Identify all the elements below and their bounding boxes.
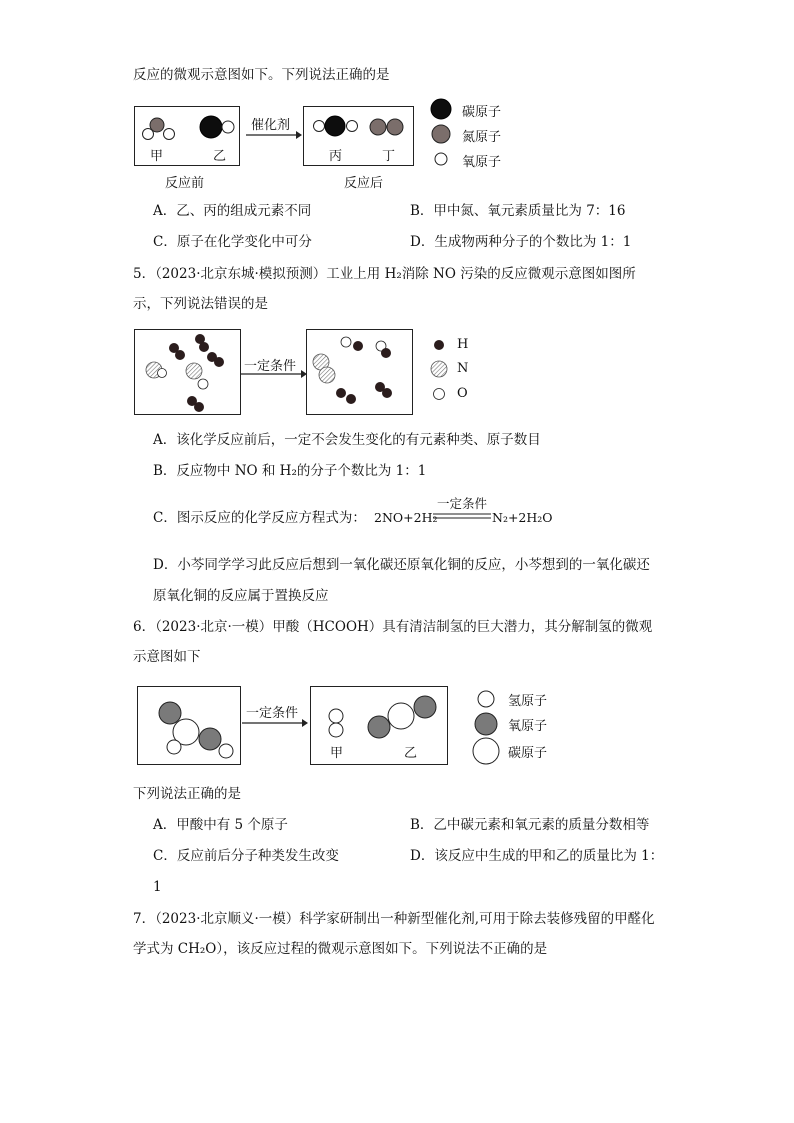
- q4-option-b: B．甲中氮、氧元素质量比为 7：16: [410, 203, 626, 219]
- q7-stem-line2: 学式为 CH₂O），该反应过程的微观示意图如下。下列说法不正确的是: [133, 941, 548, 957]
- q5-stem-line1: 5．（2023·北京东城·模拟预测）工业上用 H₂消除 NO 污染的反应微观示意图如图所: [133, 266, 636, 282]
- q5-equation-equals: [433, 512, 493, 520]
- q4-reaction-arrow: [246, 130, 302, 140]
- q5-legend-h: H: [457, 337, 469, 352]
- q6-label-yi: 乙: [404, 746, 418, 761]
- q5-reaction-arrow: [241, 369, 307, 379]
- q6-condition-label: 一定条件: [246, 706, 299, 721]
- q6-stem-line2: 示意图如下: [133, 649, 201, 665]
- q6-option-c: C．反应前后分子种类发生改变: [153, 848, 339, 864]
- q6-legend-hydrogen: 氢原子: [508, 694, 548, 709]
- q4-option-a: A．乙、丙的组成元素不同: [153, 203, 312, 219]
- q4-label-ding: 丁: [382, 149, 396, 164]
- q5-condition-label: 一定条件: [244, 359, 297, 374]
- q5-after-molecules: [306, 329, 414, 415]
- q7-stem-line1: 7．（2023·北京顺义·一模）科学家研制出一种新型催化剂,可用于除去装修残留的甲醛化: [133, 911, 655, 927]
- q5-option-d-line1: D．小芩同学学习此反应后想到一氧化碳还原氧化铜的反应，小芩想到的一氧化碳还: [153, 557, 650, 573]
- q4-catalyst-label: 催化剂: [251, 118, 291, 133]
- q5-option-a: A．该化学反应前后，一定不会发生变化的有元素种类、原子数目: [153, 432, 541, 448]
- q6-option-b: B．乙中碳元素和氧元素的质量分数相等: [410, 817, 650, 833]
- q4-after-caption: 反应后: [344, 176, 384, 191]
- q4-option-d: D．生成物两种分子的个数比为 1：1: [410, 234, 632, 250]
- q6-before-molecule: [137, 686, 243, 766]
- q5-equation-lhs: 2NO+2H₂: [374, 510, 438, 525]
- q5-legend-o: O: [457, 386, 468, 401]
- q5-legend-icons: [430, 336, 450, 400]
- q6-option-a: A．甲酸中有 5 个原子: [153, 817, 288, 833]
- q5-before-molecules: [134, 329, 242, 415]
- q6-legend-carbon: 碳原子: [508, 746, 548, 761]
- q4-label-bing: 丙: [329, 149, 343, 164]
- q4-before-caption: 反应前: [165, 176, 205, 191]
- q5-stem-line2: 示，下列说法错误的是: [133, 296, 268, 312]
- q6-option-d-line2: 1: [153, 879, 162, 895]
- q6-label-jia: 甲: [330, 746, 344, 761]
- q5-option-b: B．反应物中 NO 和 H₂的分子个数比为 1：1: [153, 463, 427, 479]
- q6-option-d-line1: D．该反应中生成的甲和乙的质量比为 1：: [410, 848, 664, 864]
- q5-option-d-line2: 原氧化铜的反应属于置换反应: [153, 588, 329, 604]
- q4-option-c: C．原子在化学变化中可分: [153, 234, 312, 250]
- q4-legend-nitrogen: 氮原子: [462, 130, 502, 145]
- q4-after-molecules: [303, 106, 415, 166]
- intro-line: 反应的微观示意图如下。下列说法正确的是: [133, 67, 390, 83]
- q5-equation-condition: 一定条件: [437, 496, 488, 511]
- q5-option-c-prefix: C．图示反应的化学反应方程式为：: [153, 510, 366, 526]
- q6-legend-oxygen: 氧原子: [508, 719, 548, 734]
- q6-legend-icons: [472, 688, 504, 768]
- q6-question: 下列说法正确的是: [133, 786, 241, 802]
- q5-equation-rhs: N₂+2H₂O: [492, 510, 553, 525]
- q4-legend-icons: [430, 96, 460, 168]
- q6-reaction-arrow: [242, 718, 308, 728]
- q4-legend-carbon: 碳原子: [462, 105, 502, 120]
- q4-label-yi: 乙: [213, 149, 227, 164]
- q4-label-jia: 甲: [150, 149, 164, 164]
- q6-stem-line1: 6．（2023·北京·一模）甲酸（HCOOH）具有清洁制氢的巨大潜力，其分解制氢的微观: [133, 619, 653, 635]
- q4-legend-oxygen: 氧原子: [462, 155, 502, 170]
- q5-legend-n: N: [457, 361, 469, 376]
